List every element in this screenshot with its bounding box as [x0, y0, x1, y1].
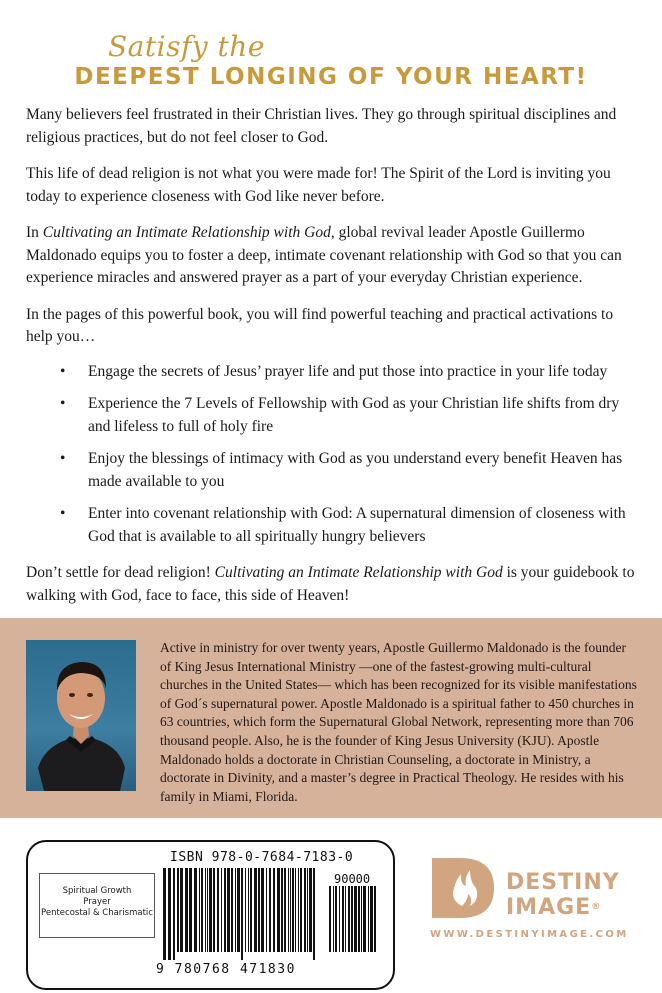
barcode-bar	[363, 886, 366, 952]
barcode-bar	[237, 868, 240, 952]
barcode-bar	[281, 868, 283, 952]
barcode-bar	[290, 868, 291, 952]
barcode-bar	[189, 868, 192, 952]
barcode-bar	[273, 868, 275, 952]
barcode-bar	[351, 886, 353, 952]
text: , global revival leader Apostle Guillermo Maldonado equips you to foster a deep, intimate covenant relationship with God so that you can experience miracles and answered prayer as a part of your everyday Christian experience.	[26, 224, 622, 286]
price-barcode	[328, 886, 378, 960]
publisher-name-line	[506, 895, 620, 920]
publisher-name	[506, 870, 620, 920]
barcode-bar	[374, 886, 376, 952]
barcode-bar	[254, 868, 257, 952]
list-item-text: Enjoy the blessings of intimacy with God as you understand every benefit Heaven has made available to you	[88, 450, 623, 490]
price-code: 90000	[334, 872, 371, 886]
bullet-icon: •	[60, 450, 66, 467]
barcode-bar	[231, 868, 233, 952]
list-item-text: Engage the secrets of Jesus’ prayer life and put those into practice in your life today	[88, 362, 608, 380]
bullet-icon: •	[60, 395, 66, 412]
barcode-bar	[300, 868, 302, 952]
barcode-bar	[205, 868, 206, 952]
category-box	[39, 873, 155, 938]
book-title: Cultivating an Intimate Relationship with God	[214, 564, 503, 581]
list-item-text: Enter into covenant relationship with God: A supernatural dimension of closeness with God that is available to all spiritually hungry believers	[88, 505, 626, 545]
barcode-bar	[194, 868, 197, 952]
barcode-bar	[358, 886, 360, 952]
barcode-bar	[221, 868, 222, 952]
barcode-bar	[313, 868, 315, 960]
barcode-bar	[348, 886, 350, 952]
text: is your guidebook to walking with God, face to face, this side of Heaven!	[26, 564, 635, 604]
barcode-bar	[298, 868, 299, 952]
barcode-bar	[168, 868, 171, 960]
barcode-bar	[288, 868, 289, 952]
barcode-bar	[180, 868, 183, 952]
barcode-bar	[368, 886, 369, 952]
barcode-bar	[292, 868, 294, 952]
barcode-bar	[307, 868, 308, 952]
barcode-bar	[370, 886, 373, 952]
author-bio-panel	[0, 618, 662, 818]
barcode-bar	[269, 868, 271, 952]
barcode-bar	[333, 886, 334, 952]
barcode-bar	[354, 886, 357, 952]
barcode-bar	[217, 868, 219, 952]
barcode-bar	[235, 868, 236, 952]
barcode-bar	[173, 868, 175, 960]
list-item-text: Experience the 7 Levels of Fellowship with God as your Christian life shifts from dry and lifeless to full of holy fire	[88, 395, 620, 435]
list-item	[26, 503, 638, 548]
barcode-bar	[329, 886, 331, 952]
barcode-bar	[304, 868, 306, 952]
barcode-bar	[261, 868, 264, 952]
registered-mark: ®	[591, 902, 602, 912]
script-tagline: Satisfy the	[108, 30, 265, 63]
barcode-bar	[295, 868, 296, 952]
category-line: Pentecostal & Charismatic	[41, 908, 153, 918]
barcode-bar	[342, 886, 344, 952]
category-line: Prayer	[83, 897, 111, 907]
barcode-bar	[209, 868, 212, 952]
barcode-bar	[284, 868, 286, 952]
paragraph-closing	[26, 562, 638, 607]
text: In	[26, 224, 43, 241]
paragraph-book-summary	[26, 222, 638, 290]
isbn-label-box	[26, 840, 395, 990]
author-bio-text: Active in ministry for over twenty years, Apostle Guillermo Maldonado is the founder of King Jesus International Ministry —one of the fastest-growing multi-cultural churches in the United States— which has been recognized for its visible manifestations of God´s supernatural power. Apostle Maldonado is a spiritual father to 450 churches in 63 countries, which form the Supernatural Global Network, representing more than 706 thousand people. Also, he is the founder of King Jesus University (KJU). Apostle Maldonado holds a doctorate in Christian Counseling, a doctorate in Ministry, a doctorate in Divinity, and a master’s degree in Practical Theology. He resides with his family in Miami, Florida.	[160, 640, 637, 804]
author-photo	[26, 640, 136, 791]
category-line: Spiritual Growth	[62, 886, 132, 896]
barcode-area	[156, 850, 386, 980]
barcode-bar	[250, 868, 252, 952]
barcode-bar	[207, 868, 208, 952]
barcode-bar	[224, 868, 226, 952]
author-portrait-illustration	[26, 640, 136, 791]
barcode-bar	[277, 868, 280, 952]
paragraph-dead-religion: This life of dead religion is not what you were made for! The Spirit of the Lord is inviting you today to experience closeness with God like never before.	[26, 165, 611, 205]
barcode-bar	[309, 868, 312, 952]
barcode-bar	[177, 868, 179, 952]
barcode-bar	[248, 868, 249, 952]
bullet-icon: •	[60, 505, 66, 522]
barcode-bar	[241, 868, 243, 960]
barcode-bar	[227, 868, 230, 952]
barcode-bar	[345, 886, 346, 952]
isbn-number: ISBN 978-0-7684-7183-0	[170, 850, 354, 865]
barcode-bar	[185, 868, 188, 952]
headline: DEEPEST LONGING OF YOUR HEART!	[74, 64, 588, 90]
list-item	[26, 448, 638, 493]
barcode-bar	[199, 868, 200, 952]
book-title: Cultivating an Intimate Relationship with God	[42, 224, 331, 241]
publisher-logo	[430, 856, 650, 966]
list-item	[26, 361, 638, 384]
flame-d-logo-icon	[430, 856, 496, 920]
barcode-bar	[258, 868, 260, 952]
text: Don’t settle for dead religion!	[26, 564, 215, 581]
barcode-bar	[245, 868, 246, 952]
barcode-bar	[266, 868, 267, 952]
description	[26, 104, 638, 621]
barcode-bar	[335, 886, 337, 952]
publisher-name-line: DESTINY	[506, 870, 620, 895]
ean-number: 9 780768 471830	[156, 962, 296, 977]
barcode-bar	[339, 886, 340, 952]
publisher-url: WWW.DESTINYIMAGE.COM	[430, 929, 629, 940]
isbn-barcode	[162, 868, 318, 960]
paragraph-intro: Many believers feel frustrated in their Christian lives. They go through spiritual disciplines and religious practices, but do not feel closer to God.	[26, 106, 617, 146]
paragraph-lead-in: In the pages of this powerful book, you will find powerful teaching and practical activations to help you…	[26, 305, 614, 345]
barcode-bar	[213, 868, 215, 952]
barcode-bar	[163, 868, 166, 960]
benefit-list	[26, 361, 638, 549]
list-item	[26, 393, 638, 438]
bullet-icon: •	[60, 362, 66, 380]
barcode-bar	[361, 886, 362, 952]
publisher-name-text: IMAGE	[506, 895, 592, 920]
barcode-bar	[201, 868, 203, 952]
